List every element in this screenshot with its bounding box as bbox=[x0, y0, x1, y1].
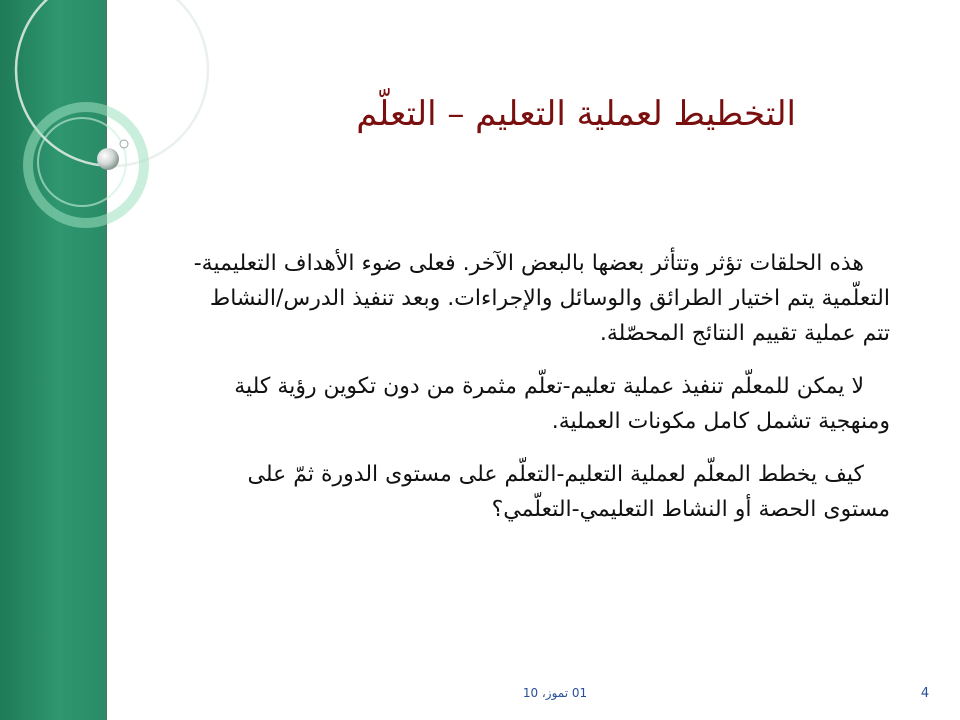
page-number: 4 bbox=[920, 686, 930, 701]
small-ring-decoration bbox=[120, 140, 128, 148]
slide-title: التخطيط لعملية التعليم – التعلّم bbox=[356, 94, 796, 134]
decorative-circles bbox=[0, 0, 210, 270]
body-paragraph-2: لا يمكن للمعلّم تنفيذ عملية تعليم-تعلّم مثمرة من دون تكوين رؤية كلية ومنهجية تشمل كامل مكونات العملية. bbox=[234, 374, 890, 434]
footer-date: 01 تموز، 10 bbox=[522, 686, 588, 700]
body-paragraph-3: كيف يخطط المعلّم لعملية التعليم-التعلّم على مستوى الدورة ثمّ على مستوى الحصة أو النشاط التعليمي-التعلّمي؟ bbox=[247, 462, 890, 522]
body-paragraph-1: هذه الحلقات تؤثر وتتأثر بعضها بالبعض الآخر. فعلى ضوء الأهداف التعليمية-التعلّمية يتم اختيار الطرائق والوسائل والإجراءات. وبعد تنفيذ الدرس/النشاط تتم عملية تقييم النتائج المحصّلة. bbox=[193, 251, 890, 346]
sphere-decoration bbox=[97, 148, 119, 170]
slide-body bbox=[190, 246, 890, 545]
large-ring-decoration bbox=[16, 0, 208, 166]
